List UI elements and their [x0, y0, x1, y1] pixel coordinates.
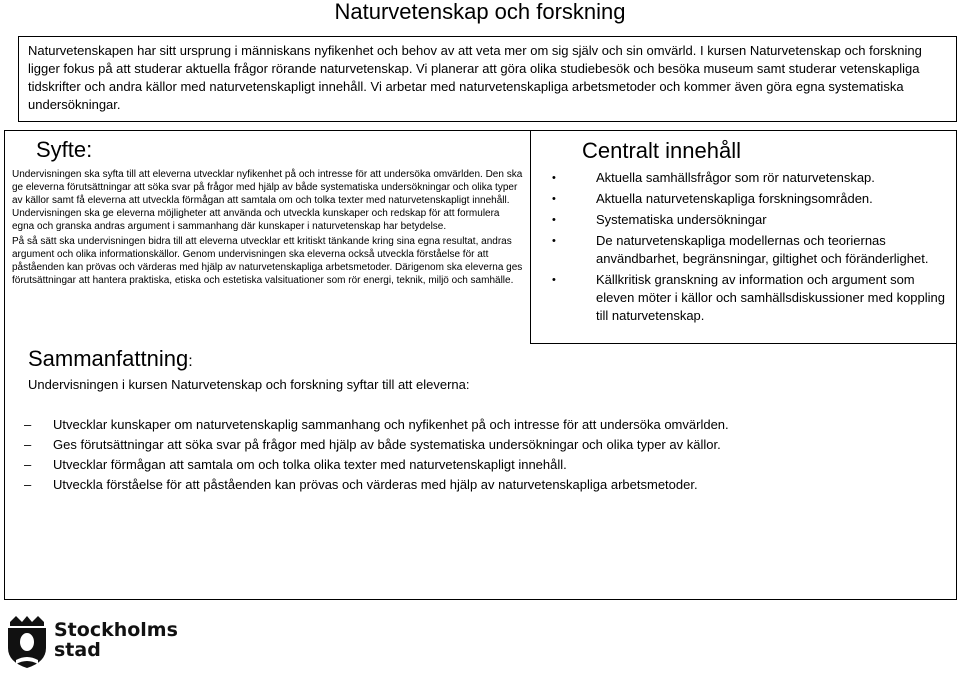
- centralt-heading: Centralt innehåll: [582, 138, 741, 163]
- centralt-item-text: Systematiska undersökningar: [596, 212, 767, 227]
- crown-shield-icon: [4, 614, 50, 670]
- sammanfattning-colon: :: [188, 353, 193, 370]
- list-item: [24, 436, 924, 456]
- sammanfattning-item-text: Utvecklar förmågan att samtala om och tolka olika texter med naturvetenskapligt innehåll.: [53, 457, 567, 472]
- dash-icon: –: [24, 457, 32, 472]
- dash-icon: –: [24, 477, 32, 492]
- syfte-heading: Syfte:: [36, 137, 93, 162]
- bullet-icon: •: [552, 193, 556, 205]
- centralt-item-text: Källkritisk granskning av information och argument som eleven möter i källor och samhällsdiskussioner med koppling till naturvetenskap.: [596, 272, 946, 323]
- bullet-icon: •: [552, 214, 556, 226]
- bullet-icon: •: [552, 274, 556, 286]
- centralt-list: [548, 169, 948, 328]
- list-item: [24, 456, 924, 476]
- dash-icon: –: [24, 437, 32, 452]
- intro-box: Naturvetenskapen har sitt ursprung i människans nyfikenhet och behov av att veta mer om sig själv och sin omvärld. I kursen Naturvetenskap och forskning ligger fokus på att studerar aktuella frågor rörande naturvetenskap. Vi planerar att göra olika studiebesök och besöka museum samt studerar vetenskapliga tidskrifter och andra källor med naturvetenskapligt innehåll. Vi arbetar med naturvetenskapliga arbetsmetoder och kommer även göra egna systematiska undersökningar.: [18, 36, 957, 122]
- logo-line-1: Stockholms: [54, 619, 178, 641]
- centralt-item-text: Aktuella samhällsfrågor som rör naturvetenskap.: [596, 170, 875, 185]
- list-item: [548, 271, 948, 325]
- sammanfattning-heading-text: Sammanfattning: [28, 346, 189, 371]
- list-item: [548, 211, 948, 229]
- list-item: [548, 169, 948, 187]
- list-item: [548, 190, 948, 208]
- sammanfattning-item-text: Utveckla förståelse för att påståenden kan prövas och värderas med hjälp av naturvetenskapliga arbetsmetoder.: [53, 477, 698, 492]
- sammanfattning-intro: Undervisningen i kursen Naturvetenskap och forskning syftar till att eleverna:: [28, 377, 470, 392]
- logo-text: [54, 620, 178, 660]
- sammanfattning-item-text: Ges förutsättningar att söka svar på frågor med hjälp av både systematiska undersökningar och olika typer av källor.: [53, 437, 721, 452]
- bullet-icon: •: [552, 235, 556, 247]
- centralt-item-text: De naturvetenskapliga modellernas och teoriernas användbarhet, begränsningar, giltighet och föränderlighet.: [596, 233, 929, 266]
- sammanfattning-item-text: Utvecklar kunskaper om naturvetenskaplig sammanhang och nyfikenhet på och intresse för att undersöka omvärlden.: [53, 417, 729, 432]
- sammanfattning-list: [24, 416, 924, 496]
- logo-line-2: stad: [54, 639, 101, 661]
- list-item: [24, 476, 924, 496]
- sammanfattning-heading: [28, 345, 193, 376]
- bullet-icon: •: [552, 172, 556, 184]
- page-title: Naturvetenskap och forskning: [334, 0, 626, 24]
- dash-icon: –: [24, 417, 32, 432]
- centralt-item-text: Aktuella naturvetenskapliga forskningsområden.: [596, 191, 873, 206]
- syfte-paragraph-1: Undervisningen ska syfta till att eleverna utvecklar nyfikenhet på och intresse för att undersöka omvärlden. Den ska ge eleverna förutsättningar att söka svar på frågor med hjälp av både systematiska undersökningar och olika typer av källor samt få eleverna att utveckla förmågan att samtala om och tolka texter med naturvetenskapligt innehåll. Undervisningen ska ge eleverna möjligheter att använda och utveckla kunskaper och redskap för att formulera egna och granska andras argument i sammanhang där kunskaper i naturvetenskap har betydelse.: [12, 169, 523, 232]
- syfte-paragraph-2: På så sätt ska undervisningen bidra till att eleverna utvecklar ett kritiskt tänkande kring sina egna resultat, andras argument och olika informationskällor. Genom undervisningen ska eleverna också utveckla förståelse för att påståenden kan prövas och värderas med hjälp av naturvetenskapliga arbetsmetoder. Därigenom ska eleverna ges förutsättningar att hantera praktiska, etiska och estetiska valsituationer som rör energi, teknik, miljö och samhälle.: [12, 236, 523, 286]
- stockholms-stad-logo: [4, 614, 184, 670]
- list-item: [548, 232, 948, 268]
- syfte-text: [12, 168, 524, 289]
- list-item: [24, 416, 924, 436]
